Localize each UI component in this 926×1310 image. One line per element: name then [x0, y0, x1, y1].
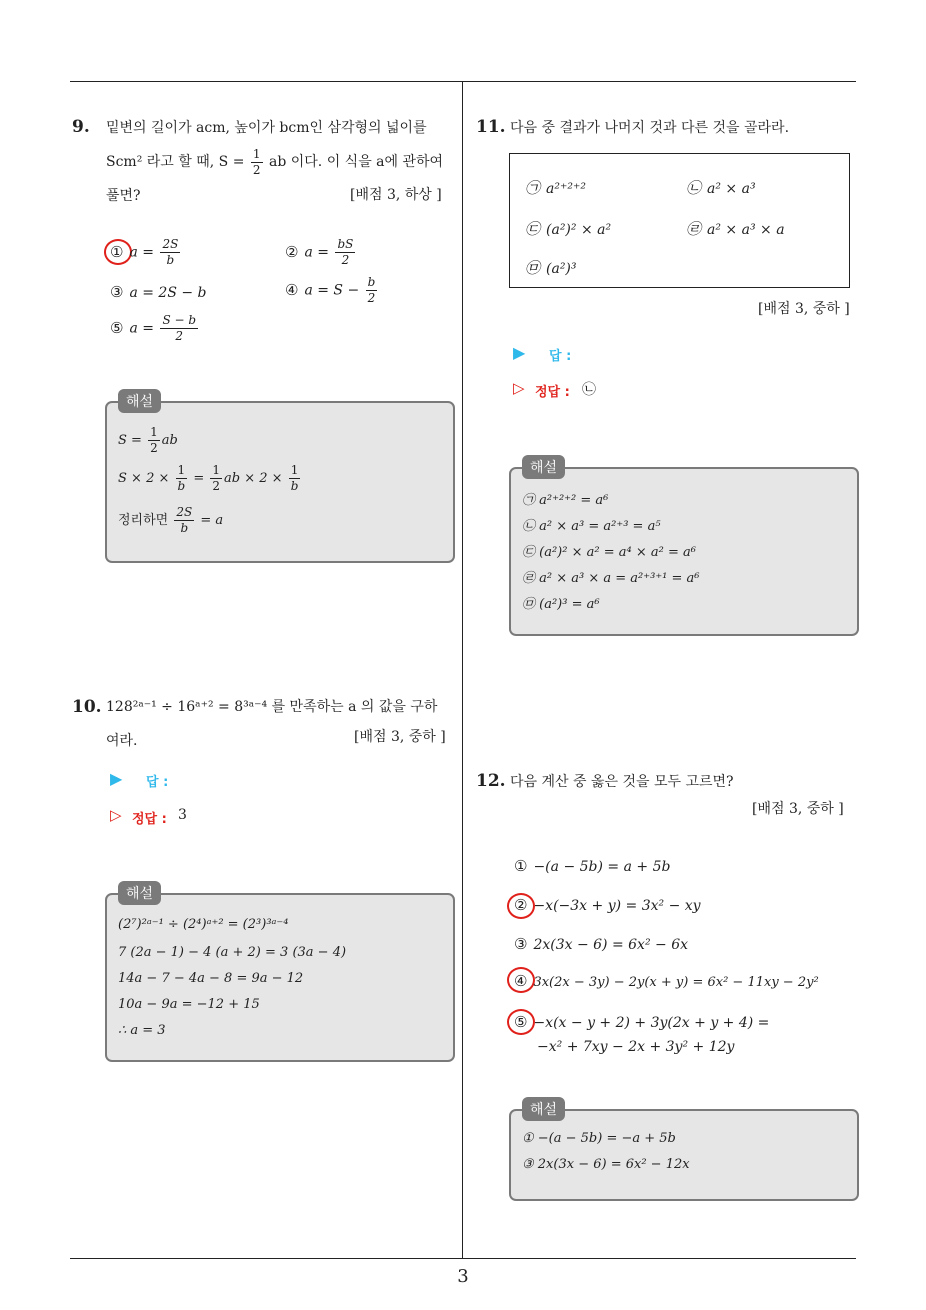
- q12-choice-2[interactable]: ② −x(−3x + y) = 3x² − xy: [514, 896, 701, 914]
- q12-solution-line1: ① −(a − 5b) = −a + 5b: [522, 1131, 676, 1146]
- q10-solution-line2: 7 (2a − 1) − 4 (a + 2) = 3 (3a − 4): [118, 945, 347, 960]
- q9-number: 9.: [72, 117, 90, 137]
- q11-solution-line5: ㉤ (a²)³ = a⁶: [522, 597, 600, 612]
- q11-item-1[interactable]: ㉠ a²⁺²⁺²: [525, 179, 586, 197]
- q10-solution-line5: ∴ a = 3: [118, 1023, 166, 1038]
- q10-solution-tag: 해설: [118, 881, 161, 905]
- q12-solution-tag: 해설: [522, 1097, 565, 1121]
- q10-number: 10.: [72, 697, 102, 717]
- q9-fraction: $\frac{1}{2}$: [252, 146, 261, 177]
- q9-solution-line1: S = $\frac{1}{2}$ ab: [118, 425, 178, 455]
- q12-choice-5[interactable]: ⑤ −x(x − y + 2) + 3y(2x + y + 4) =: [514, 1013, 770, 1031]
- q10-key-value: 3: [178, 807, 187, 823]
- q11-key-arrow-icon: ▷: [513, 379, 525, 397]
- q9-choice-2[interactable]: ② a = $\frac{bS}{2}$: [285, 237, 354, 267]
- q9-line3: 풀면?: [106, 188, 141, 204]
- q11-score: [배점 3, 중하 ]: [758, 301, 850, 317]
- q11-solution-line4: ㉣ a² × a³ × a = a²⁺³⁺¹ = a⁶: [522, 571, 700, 586]
- q10-answer-label: 답 :: [146, 775, 169, 790]
- q11-item-2[interactable]: ㉡ a² × a³: [686, 179, 756, 197]
- q9-choice-3[interactable]: ③ a = 2S − b: [110, 283, 207, 301]
- q9-choice-5[interactable]: ⑤ a = $\frac{S - b}{2}$: [110, 313, 197, 343]
- q10-solution-line1: (2⁷)²ᵃ⁻¹ ÷ (2⁴)ᵃ⁺² = (2³)³ᵃ⁻⁴: [118, 917, 289, 932]
- q11-solution-line3: ㉢ (a²)² × a² = a⁴ × a² = a⁶: [522, 545, 696, 560]
- q9-solution-line2: S × 2 × $\frac{1}{b}$ = $\frac{1}{2}$ ab × 2 × $\frac{1}{b}$: [118, 463, 299, 493]
- q12-solution-box: [509, 1109, 859, 1201]
- q11-question: 다음 중 결과가 나머지 것과 다른 것을 골라라.: [510, 120, 790, 136]
- q9-score: [배점 3, 하상 ]: [350, 187, 442, 203]
- q12-question: 다음 계산 중 옳은 것을 모두 고르면?: [510, 774, 734, 790]
- q12-choice-4[interactable]: ④ 3x(2x − 3y) − 2y(x + y) = 6x² − 11xy − 2y²: [514, 972, 819, 990]
- q10-solution-line3: 14a − 7 − 4a − 8 = 9a − 12: [118, 971, 304, 986]
- q9-line1: 밑변의 길이가 acm, 높이가 bcm인 삼각형의 넓이를: [106, 120, 427, 136]
- q12-choice-5-cont: −x² + 7xy − 2x + 3y² + 12y: [537, 1039, 735, 1055]
- q11-item-4[interactable]: ㉣ a² × a³ × a: [686, 220, 785, 238]
- q9-solution-line3: 정리하면 $\frac{2S}{b}$ = a: [118, 505, 224, 535]
- page-number: 3: [457, 1266, 469, 1287]
- q9-choice-4[interactable]: ④ a = S − $\frac{b}{2}$: [285, 275, 376, 305]
- q11-solution-line2: ㉡ a² × a³ = a²⁺³ = a⁵: [522, 519, 661, 534]
- q10-score: [배점 3, 중하 ]: [354, 729, 446, 745]
- q12-number: 12.: [476, 771, 506, 791]
- q11-key-label: 정답 :: [535, 385, 570, 400]
- q12-choice-1[interactable]: ① −(a − 5b) = a + 5b: [514, 857, 671, 875]
- q9-choice-1[interactable]: ① a = $\frac{2S}{b}$: [110, 237, 179, 267]
- top-rule: [70, 81, 856, 82]
- q10-key-arrow-icon: ▷: [110, 806, 122, 824]
- q11-solution-line1: ㉠ a²⁺²⁺² = a⁶: [522, 493, 609, 508]
- q12-solution-line2: ③ 2x(3x − 6) = 6x² − 12x: [522, 1157, 690, 1172]
- q10-question: [106, 690, 458, 758]
- q12-score: [배점 3, 중하 ]: [752, 801, 844, 817]
- bottom-rule: [70, 1258, 856, 1259]
- q11-solution-tag: 해설: [522, 455, 565, 479]
- column-divider: [462, 82, 463, 1258]
- q11-number: 11.: [476, 117, 506, 137]
- q9-solution-tag: 해설: [118, 389, 161, 413]
- q11-answer-arrow-icon: ▶: [513, 343, 526, 362]
- q12-choice-3[interactable]: ③ 2x(3x − 6) = 6x² − 6x: [514, 935, 688, 953]
- q10-key-label: 정답 :: [132, 812, 167, 827]
- q11-item-5[interactable]: ㉤ (a²)³: [525, 259, 577, 277]
- q9-line2: Scm² 라고 할 때, S = $\frac{1}{2}$ ab 이다. 이 식을 a에 관하여: [106, 146, 444, 177]
- q11-key-value: ㉡: [582, 382, 596, 398]
- q11-item-3[interactable]: ㉢ (a²)² × a²: [525, 220, 612, 238]
- q10-solution-line4: 10a − 9a = −12 + 15: [118, 997, 260, 1012]
- q10-answer-arrow-icon: ▶: [110, 769, 123, 788]
- q11-answer-label: 답 :: [549, 349, 572, 364]
- q10-line2: 여라.: [106, 733, 138, 749]
- q10-line1: 128²ᵃ⁻¹ ÷ 16ᵃ⁺² = 8³ᵃ⁻⁴ 를 만족하는 a 의 값을 구하: [106, 699, 438, 715]
